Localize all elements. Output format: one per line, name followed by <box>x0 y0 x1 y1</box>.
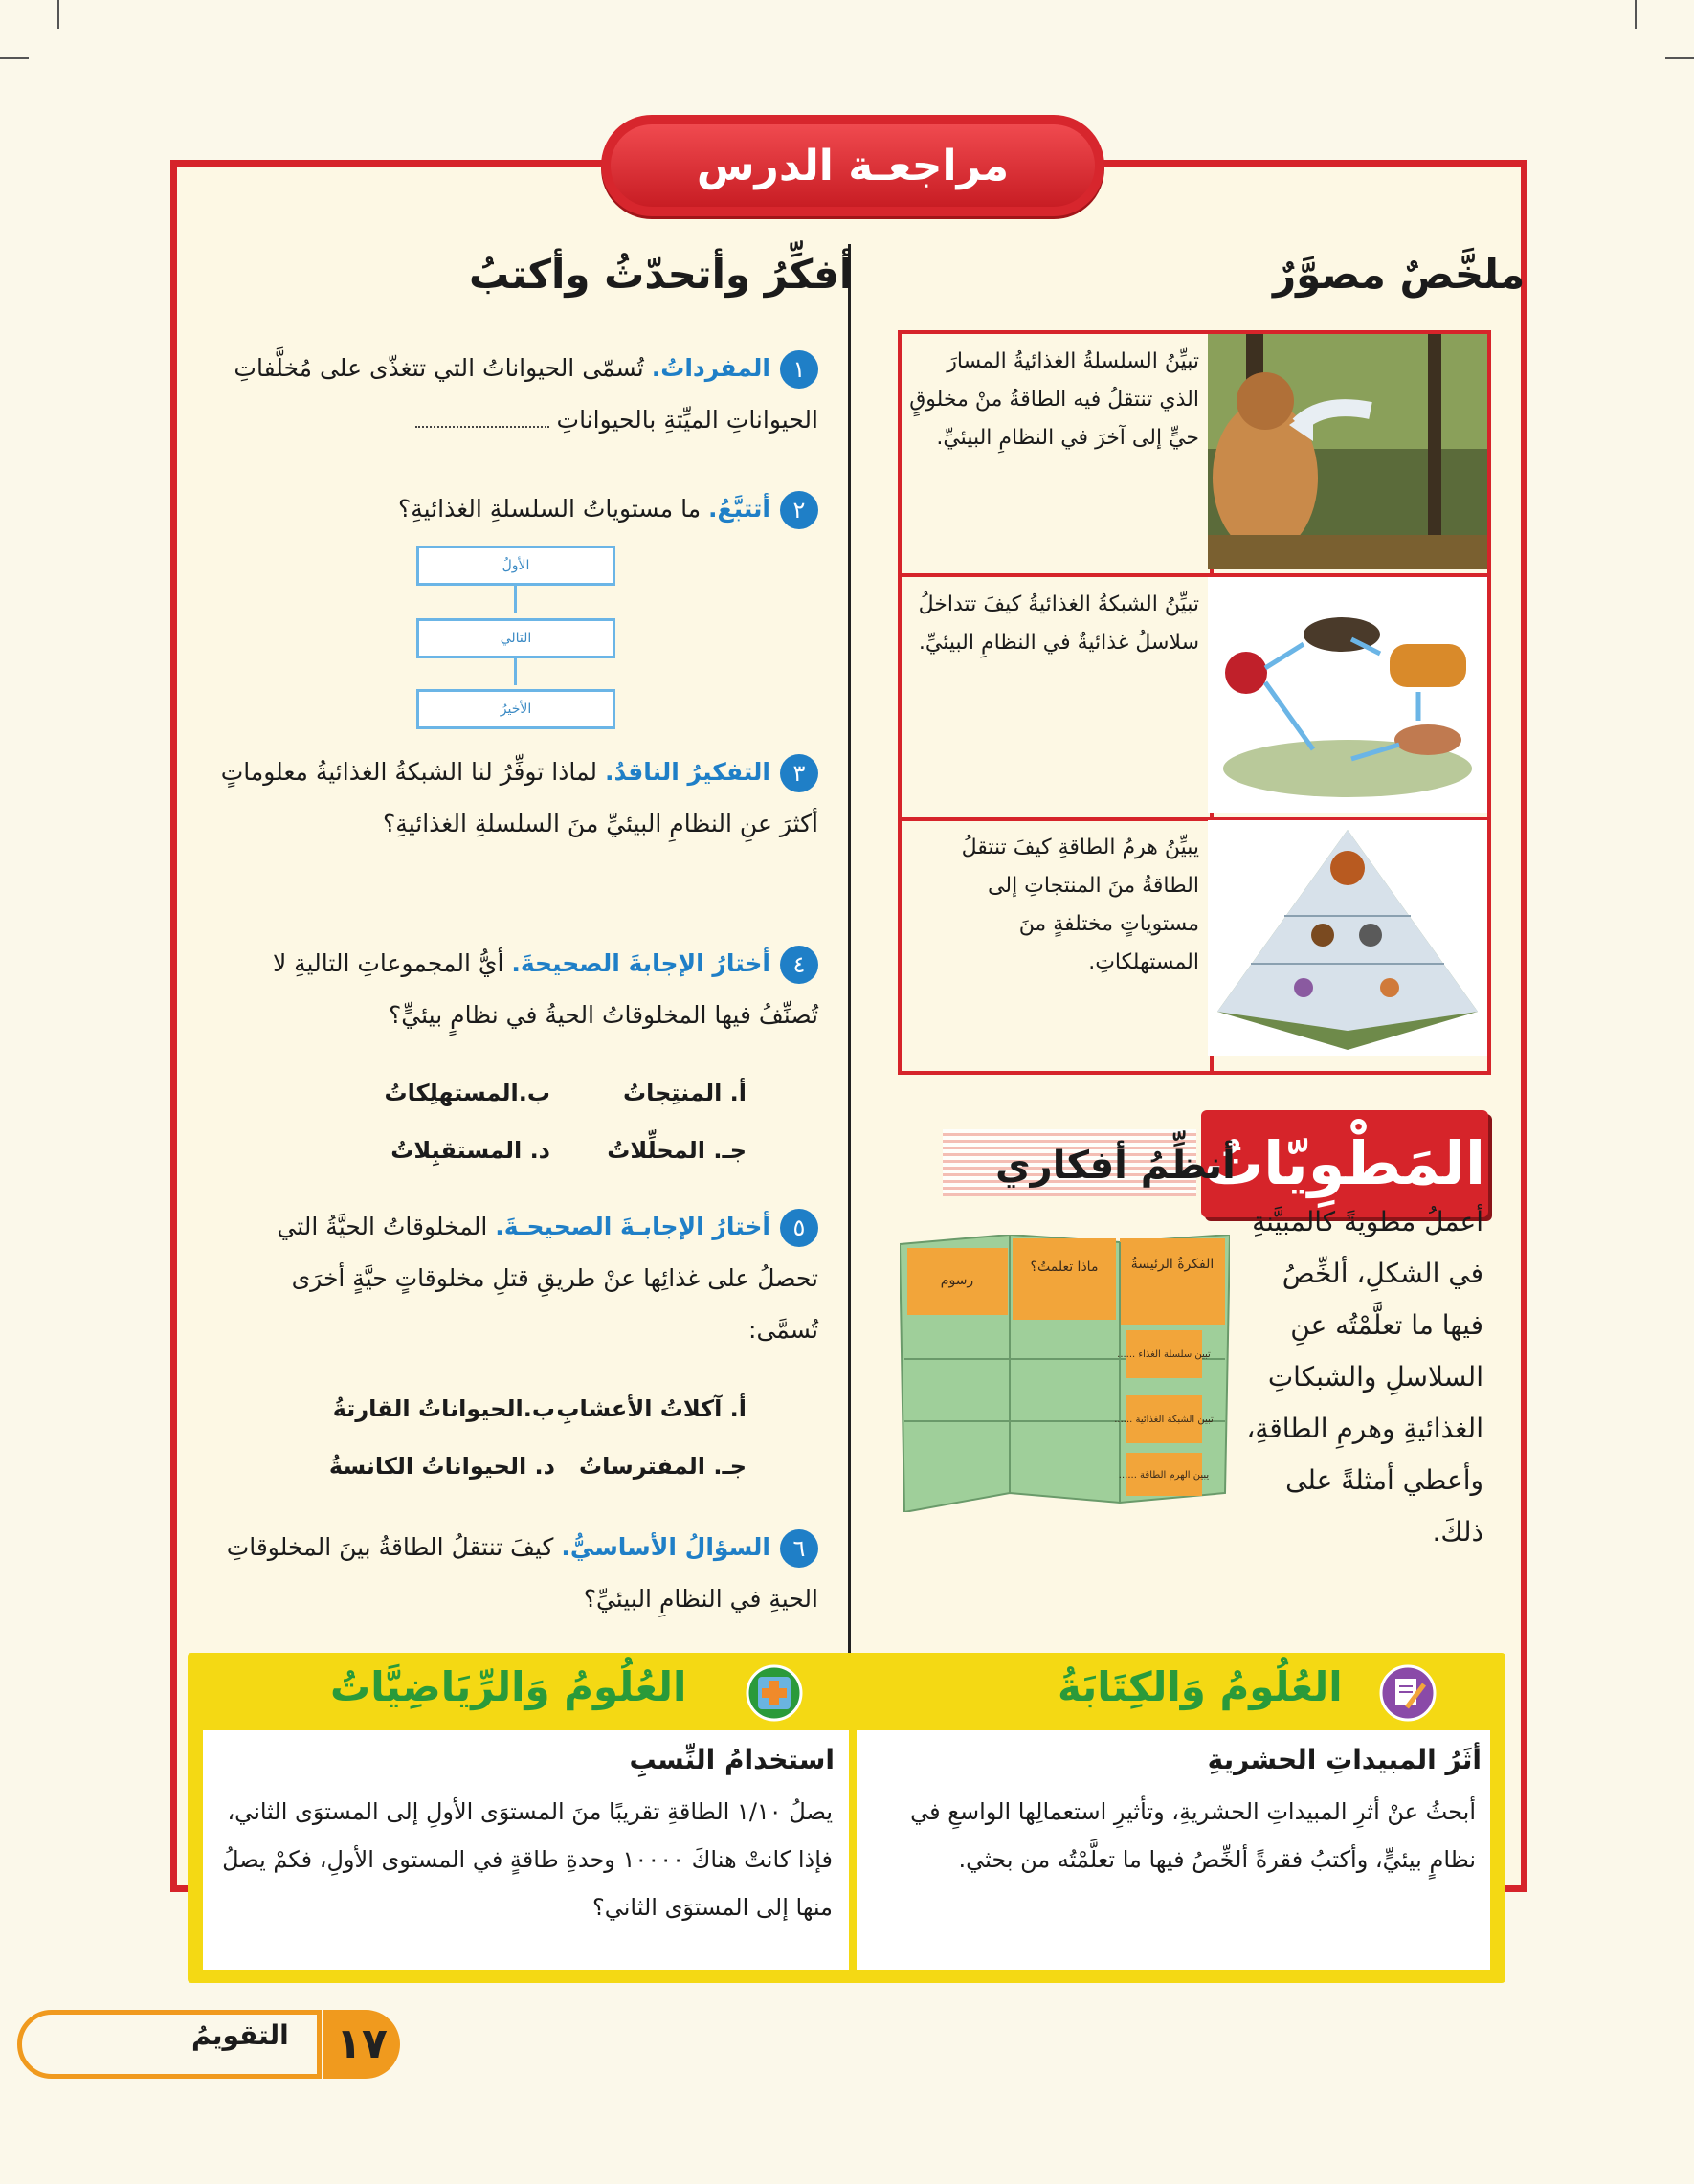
foldables-subtitle: أنظِّمُ أفكاري <box>995 1144 1236 1188</box>
math-plus-icon <box>745 1663 804 1723</box>
question-1-key: المفرداتُ. <box>651 354 770 382</box>
foldables-title: المَطْوِيّاتُ <box>1201 1110 1488 1217</box>
summary-energy-pyramid-text: يبيِّنُ هرمُ الطاقةِ كيفَ تنتقلُ الطاقةُ منَ المنتجاتِ إلى مستوياتٍ مختلفةٍ منَ المستهلكاتِ. <box>961 836 1199 974</box>
food-web-image <box>1208 577 1487 813</box>
energy-pyramid-image <box>1208 820 1487 1056</box>
flow-arrow <box>514 586 517 613</box>
question-1-number: ١ <box>780 350 818 389</box>
question-3 <box>215 747 818 850</box>
foldables-instructions: أعملُ مطويةً كالمبيَّنةِ في الشكلِ، ألخِّصُ فيها ما تعلَّمْتُه عنِ السلاسلِ والشبكاتِ الغذائيةِ وهرمِ الطاقةِ، وأعطي أمثلةً على ذلكَ. <box>1246 1206 1483 1548</box>
question-4-number: ٤ <box>780 946 818 984</box>
flow-box-last[interactable]: الأخيرُ <box>416 689 615 729</box>
question-4-key: أختارُ الإجابةَ الصحيحةَ. <box>511 949 770 977</box>
question-4 <box>215 938 818 1041</box>
science-writing-title: العُلُومُ وَالكِتَابَةُ <box>1058 1663 1343 1710</box>
q4-option-a[interactable]: أ. المنتِجاتُ <box>622 1080 747 1106</box>
summary-title: ملخَّصٌ مصوَّرٌ <box>1273 251 1526 298</box>
flow-box-next[interactable]: التالي <box>416 618 615 658</box>
q5-option-d[interactable]: د. الحيواناتُ الكانسةُ <box>328 1453 555 1480</box>
writing-pen-icon <box>1378 1663 1438 1723</box>
foldable-tab-drawings: رسوم <box>940 1273 974 1288</box>
think-talk-write-title: أفكِّرُ وأتحدّثُ وأكتبُ <box>469 251 854 298</box>
page-number: ١٧ <box>323 2010 400 2079</box>
question-5 <box>215 1201 818 1356</box>
q5-option-a[interactable]: أ. آكلاتُ الأعشابِ <box>556 1395 747 1422</box>
math-heading: استخدامُ النِّسبِ <box>629 1744 835 1775</box>
q4-option-b[interactable]: ب.المستهلِكاتُ <box>384 1080 550 1106</box>
question-3-number: ٣ <box>780 754 818 792</box>
question-2-text: ما مستوياتُ السلسلةِ الغذائيةِ؟ <box>397 495 702 523</box>
foldable-row-web: تبين الشبكة الغذائية ...... <box>1114 1415 1214 1425</box>
flow-box-first[interactable]: الأولُ <box>416 546 615 586</box>
science-math-title: العُلُومُ وَالرِّيَاضِيَّاتُ <box>330 1663 687 1710</box>
question-1-blank[interactable] <box>415 426 549 428</box>
foldable-image <box>900 1235 1230 1512</box>
banner-title: مراجعـة الدرس <box>611 124 1095 207</box>
foldable-row-pyramid: يبين الهرم الطاقة ...... <box>1118 1470 1210 1481</box>
foldable-tab-main: الفكرةُ الرئيسةُ <box>1130 1257 1215 1272</box>
lesson-review-banner <box>601 115 1104 216</box>
q4-option-d[interactable]: د. المستقبِلاتُ <box>390 1137 550 1164</box>
question-4-text: أيُّ المجموعاتِ التاليةِ لا تُصنِّفُ فيها المخلوقاتُ الحيةُ في نظامٍ بيئيٍّ؟ <box>272 949 818 1029</box>
question-1 <box>215 343 818 446</box>
question-6-text: كيفَ تنتقلُ الطاقةُ بينَ المخلوقاتِ الحيةِ في النظامِ البيئيِّ؟ <box>226 1533 818 1613</box>
question-2-number: ٢ <box>780 491 818 529</box>
question-1-text: تُسمّى الحيواناتُ التي تتغذّى على مُخلَّفاتِ الحيواناتِ الميِّتةِ بالحيواناتِ <box>234 354 818 434</box>
question-6 <box>215 1522 818 1625</box>
math-body: يصلُ ١/١٠ الطاقةِ تقريبًا منَ المستوَى الأولِ إلى المستوَى الثاني، فإذا كانتْ هناكَ ١٠٠٠٠ وحدةِ طاقةٍ في المستوى الأولِ، فكمْ يصلُ منها إلى المستوَى الثاني؟ <box>222 1798 833 1921</box>
cougar-forest-image <box>1208 334 1487 569</box>
question-2 <box>215 483 818 535</box>
q4-option-c[interactable]: جـ. المحلِّلاتُ <box>607 1137 747 1164</box>
foldable-row-chain: تبين سلسلة الغذاء ...... <box>1117 1349 1211 1360</box>
question-6-number: ٦ <box>780 1529 818 1568</box>
writing-body: أبحثُ عنْ أثرِ المبيداتِ الحشريةِ، وتأثيرِ استعمالِها الواسعِ في نظامٍ بيئيٍّ، وأكتبُ فقرةً ألخِّصُ فيها ما تعلَّمْتُه من بحثي. <box>910 1798 1476 1873</box>
question-5-text: المخلوقاتُ الحيَّةُ التي تحصلُ على غذائِها عنْ طريقِ قتلِ مخلوقاتٍ حيَّةٍ أخرَى تُسمَّى: <box>277 1213 818 1344</box>
question-3-key: التفكيرُ الناقدُ. <box>604 758 770 786</box>
question-5-key: أختارُ الإجابـةَ الصحيحـةَ. <box>495 1213 770 1240</box>
summary-food-web-text: تبيِّنُ الشبكةُ الغذائيةُ كيفَ تتداخلُ سلاسلُ غذائيةٌ في النظامِ البيئيِّ. <box>918 592 1199 655</box>
question-2-key: أتتبَّعُ. <box>708 495 770 523</box>
column-divider <box>848 244 851 1660</box>
question-3-text: لماذا توفِّرُ لنا الشبكةُ الغذائيةُ معلوماتٍ أكثرَ عنِ النظامِ البيئيِّ منَ السلسلةِ الغذائيةِ؟ <box>220 758 818 837</box>
summary-food-chain-text: تبيِّنُ السلسلةُ الغذائيةُ المسارَ الذي تنتقلُ فيه الطاقةُ منْ مخلوقٍ حيٍّ إلى آخرَ في النظامِ البيئيِّ. <box>909 349 1199 450</box>
foldable-tab-learned: ماذا تعلمتُ؟ <box>1030 1259 1099 1275</box>
flow-arrow <box>514 658 517 685</box>
q5-option-c[interactable]: جـ. المفترساتُ <box>578 1453 747 1480</box>
writing-heading: أثَرُ المبيداتِ الحشريةِ <box>1207 1744 1482 1775</box>
q5-option-b[interactable]: ب.الحيواناتُ القارتةُ <box>332 1395 555 1422</box>
question-5-number: ٥ <box>780 1209 818 1247</box>
question-6-key: السؤالُ الأساسيُّ. <box>561 1533 770 1561</box>
footer-label: التقويمُ <box>191 2019 289 2051</box>
